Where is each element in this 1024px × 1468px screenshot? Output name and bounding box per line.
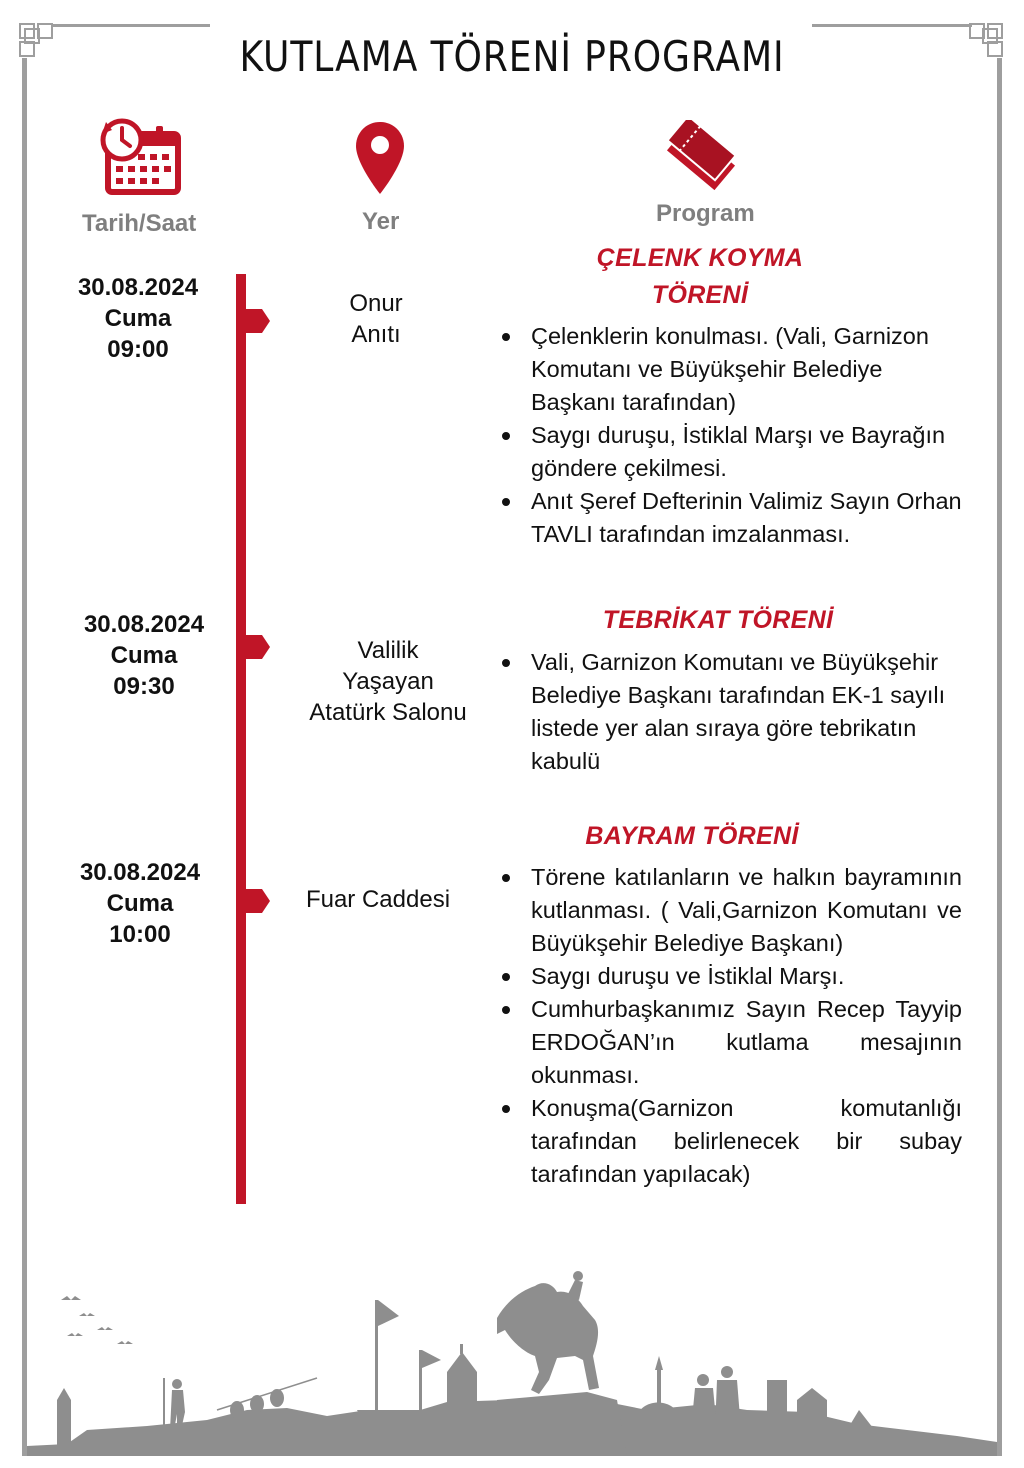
event-date: 30.08.2024 bbox=[83, 611, 205, 638]
timeline-marker bbox=[244, 889, 270, 913]
city-skyline-illustration bbox=[27, 1260, 997, 1456]
calendar-clock-icon bbox=[98, 116, 182, 196]
event-items-list bbox=[497, 320, 962, 551]
list-item: Cumhurbaşkanımız Sayın Recep Tayyip ERDOĞAN’ın kutlama mesajının okunması. bbox=[497, 993, 962, 1092]
list-item: Anıt Şeref Defterinin Valimiz Sayın Orhan TAVLI tarafından imzalanması. bbox=[497, 485, 962, 551]
timeline-bar bbox=[236, 274, 246, 1204]
list-item: Çelenklerin konulması. (Vali, Garnizon Komutanı ve Büyükşehir Belediye Başkanı tarafından) bbox=[497, 320, 962, 419]
frame-top-left-border bbox=[52, 24, 210, 27]
column-label-place: Yer bbox=[362, 208, 400, 235]
event-place bbox=[294, 884, 462, 915]
event-time: 09:00 bbox=[107, 336, 169, 363]
event-day: Cuma bbox=[110, 642, 178, 669]
event-place-line: Atatürk Salonu bbox=[309, 699, 467, 726]
event-date: 30.08.2024 bbox=[79, 859, 201, 886]
timeline-marker bbox=[244, 635, 270, 659]
event-date-block bbox=[53, 272, 223, 365]
frame-right-border bbox=[997, 58, 1002, 1456]
event-title-line: ÇELENK KOYMA bbox=[596, 244, 804, 272]
event-place-line: Valilik bbox=[357, 637, 419, 664]
event-date-block bbox=[59, 609, 229, 702]
frame-top-right-border bbox=[812, 24, 972, 27]
event-place-line: Anıtı bbox=[351, 321, 401, 348]
event-place-line: Yaşayan bbox=[342, 668, 434, 695]
event-title bbox=[560, 818, 824, 855]
event-title-line: TEBRİKAT TÖRENİ bbox=[602, 606, 834, 634]
event-day: Cuma bbox=[106, 890, 174, 917]
corner-ornament-icon bbox=[18, 22, 54, 58]
list-item: Konuşma(Garnizon komutanlığı tarafından belirlenecek bir subay tarafından yapılacak) bbox=[497, 1092, 962, 1191]
timeline-marker bbox=[244, 309, 270, 333]
event-place-line: Onur bbox=[349, 290, 403, 317]
event-items-list bbox=[497, 861, 962, 1191]
column-label-date: Tarih/Saat bbox=[82, 210, 197, 237]
frame-left-border bbox=[22, 58, 27, 1456]
corner-ornament-icon bbox=[968, 22, 1004, 58]
event-items-list bbox=[497, 646, 962, 778]
list-item: Saygı duruşu ve İstiklal Marşı. bbox=[497, 960, 962, 993]
event-date: 30.08.2024 bbox=[77, 274, 199, 301]
event-place bbox=[316, 288, 436, 350]
event-time: 10:00 bbox=[109, 921, 171, 948]
tickets-icon bbox=[656, 120, 746, 196]
event-title bbox=[560, 240, 840, 314]
event-title bbox=[570, 602, 866, 639]
event-title-line: TÖRENİ bbox=[651, 281, 749, 309]
event-place-line: Fuar Caddesi bbox=[305, 886, 451, 913]
list-item: Saygı duruşu, İstiklal Marşı ve Bayrağın göndere çekilmesi. bbox=[497, 419, 962, 485]
event-date-block bbox=[55, 857, 225, 950]
event-day: Cuma bbox=[104, 305, 172, 332]
location-pin-icon bbox=[354, 120, 406, 196]
event-place bbox=[296, 635, 480, 728]
event-title-line: BAYRAM TÖRENİ bbox=[585, 822, 799, 850]
page-title: KUTLAMA TÖRENİ PROGRAMI bbox=[239, 32, 785, 81]
list-item: Törene katılanların ve halkın bayramının kutlanması. ( Vali,Garnizon Komutanı ve Büyükşehir Belediye Başkanı) bbox=[497, 861, 962, 960]
column-label-program: Program bbox=[656, 200, 755, 227]
list-item: Vali, Garnizon Komutanı ve Büyükşehir Belediye Başkanı tarafından EK-1 sayılı listede yer alan sıraya göre tebrikatın kabulü bbox=[497, 646, 962, 778]
event-time: 09:30 bbox=[113, 673, 175, 700]
